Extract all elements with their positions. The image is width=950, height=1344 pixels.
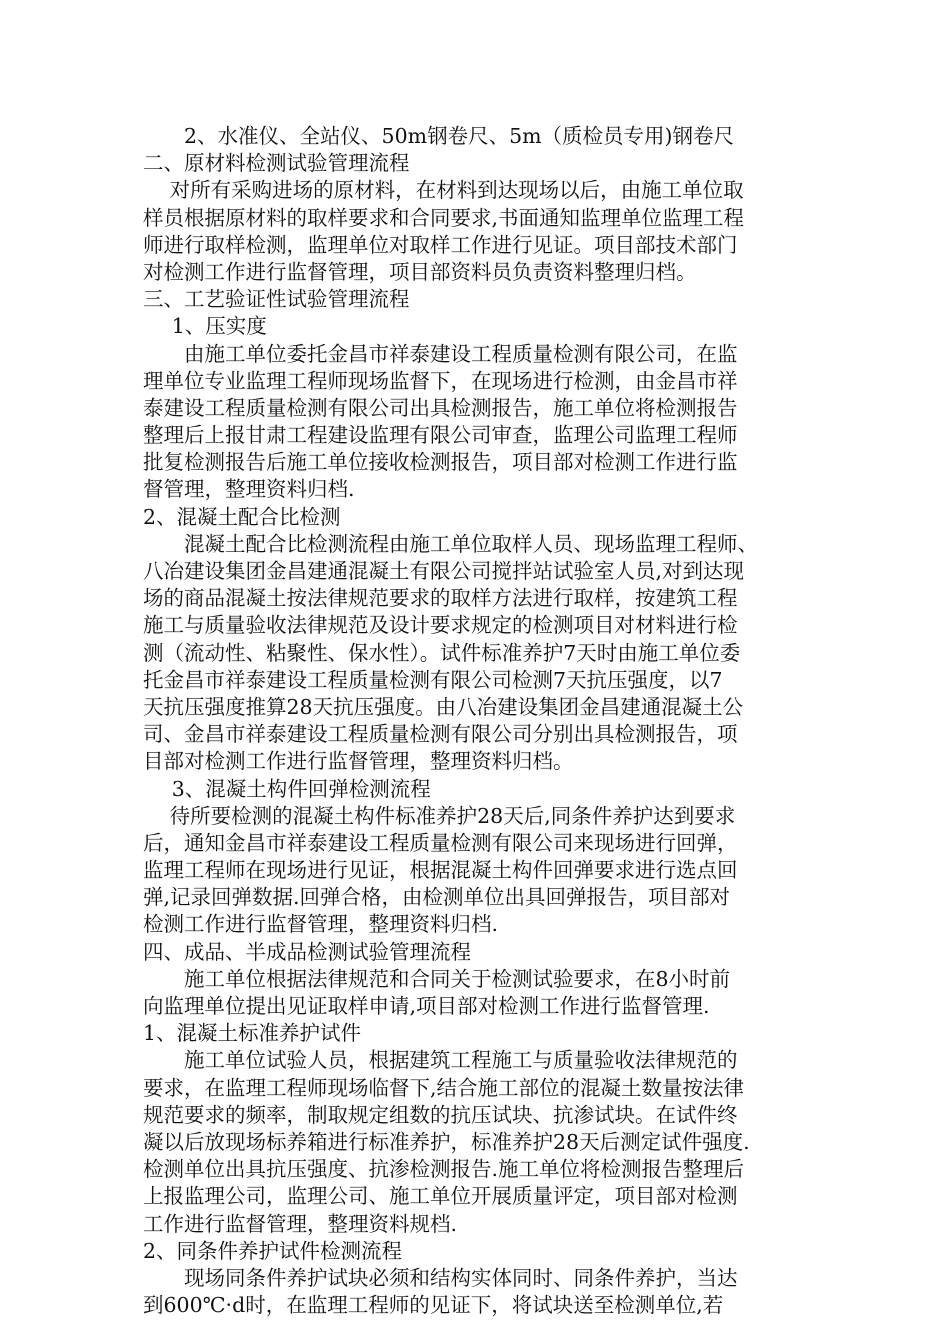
- paragraph-line: 理单位专业监理工程师现场监督下，在现场进行检测，由金昌市祥: [143, 368, 738, 393]
- paragraph-line: 弹,记录回弹数据.回弹合格，由检测单位出具回弹报告，项目部对: [143, 885, 731, 910]
- section-heading-4: 四、成品、半成品检测试验管理流程: [143, 939, 471, 964]
- paragraph-line: 八冶建设集团金昌建通混凝土有限公司搅拌站试验室人员,对到达现: [143, 559, 745, 583]
- paragraph-line: 后，通知金昌市祥泰建设工程质量检测有限公司来现场进行回弹，: [143, 830, 738, 855]
- paragraph-line: 师进行取样检测，监理单位对取样工作进行见证。项目部技术部门: [143, 232, 738, 257]
- paragraph-line: 样员根据原材料的取样要求和合同要求,书面通知监理单位监理工程: [143, 205, 745, 230]
- paragraph-line: 施工与质量验收法律规范及设计要求规定的检测项目对材料进行检: [143, 613, 738, 638]
- paragraph-line: 混凝土配合比检测流程由施工单位取样人员、现场监理工程师、: [184, 531, 758, 556]
- document-page: [143, 123, 807, 1319]
- paragraph-line: 由施工单位委托金昌市祥泰建设工程质量检测有限公司，在监: [184, 341, 738, 366]
- paragraph-line: 到600℃·d时，在监理工程师的见证下，将试块送至检测单位,若: [143, 1293, 724, 1318]
- paragraph-line: 测（流动性、粘聚性、保水性）。试件标准养护7天时由施工单位委: [143, 640, 741, 665]
- subheading-same-condition: 2、同条件养护试件检测流程: [143, 1238, 403, 1263]
- paragraph-line: 上报监理公司，监理公司、施工单位开展质量评定，项目部对检测: [143, 1184, 738, 1209]
- paragraph-line: 向监理单位提出见证取样申请,项目部对检测工作进行监督管理.: [143, 994, 710, 1018]
- paragraph-line: 规范要求的频率，制取规定组数的抗压试块、抗渗试块。在试件终: [143, 1102, 738, 1127]
- paragraph-line: 要求，在监理工程师现场临督下,结合施工部位的混凝土数量按法律: [143, 1075, 745, 1100]
- paragraph-line: 检测工作进行监督管理，整理资料归档.: [143, 912, 499, 937]
- paragraph-line: 现场同条件养护试块必须和结构实体同时、同条件养护，当达: [184, 1265, 738, 1290]
- paragraph-line: 督管理，整理资料归档.: [143, 477, 355, 502]
- subheading-mix-ratio: 2、混凝土配合比检测: [143, 504, 341, 529]
- paragraph-line: 对所有采购进场的原材料，在材料到达现场以后，由施工单位取: [169, 178, 744, 203]
- paragraph-line: 司、金昌市祥泰建设工程质量检测有限公司分别出具检测报告，项: [143, 722, 738, 747]
- section-heading-2: 二、原材料检测试验管理流程: [143, 151, 410, 176]
- equipment-item-2: 2、水准仪、全站仪、50m钢卷尺、5m（质检员专用)钢卷尺: [184, 124, 735, 148]
- paragraph-line: 托金昌市祥泰建设工程质量检测有限公司检测7天抗压强度，以7: [143, 667, 723, 692]
- paragraph-line: 批复检测报告后施工单位接收检测报告，项目部对检测工作进行监: [143, 450, 738, 475]
- paragraph-line: 待所要检测的混凝土构件标准养护28天后,同条件养护达到要求: [169, 803, 736, 828]
- paragraph-line: 场的商品混凝土按法律规范要求的取样方法进行取样，按建筑工程: [143, 586, 738, 611]
- paragraph-line: 凝以后放现场标养箱进行标准养护，标准养护28天后测定试件强度.: [143, 1129, 750, 1154]
- subheading-rebound: 3、混凝土构件回弹检测流程: [171, 776, 431, 801]
- paragraph-line: 施工单位试验人员，根据建筑工程施工与质量验收法律规范的: [184, 1048, 738, 1073]
- paragraph-line: 检测单位出具抗压强度、抗渗检测报告.施工单位将检测报告整理后: [143, 1157, 745, 1182]
- paragraph-line: 泰建设工程质量检测有限公司出具检测报告，施工单位将检测报告: [143, 395, 738, 420]
- paragraph-line: 目部对检测工作进行监督管理，整理资料归档。: [143, 749, 574, 774]
- subheading-standard-curing: 1、混凝土标准养护试件: [143, 1021, 362, 1046]
- section-heading-3: 三、工艺验证性试验管理流程: [143, 287, 410, 312]
- paragraph-line: 施工单位根据法律规范和合同关于检测试验要求，在8小时前: [184, 966, 731, 991]
- paragraph-line: 工作进行监督管理，整理资料规档.: [143, 1211, 458, 1236]
- paragraph-line: 对检测工作进行监督管理，项目部资料员负责资料整理归档。: [143, 259, 697, 284]
- paragraph-line: 监理工程师在现场进行见证，根据混凝土构件回弹要求进行选点回: [143, 858, 738, 883]
- paragraph-line: 整理后上报甘肃工程建设监理有限公司审查，监理公司监理工程师: [143, 423, 738, 448]
- paragraph-line: 天抗压强度推算28天抗压强度。由八冶建设集团金昌建通混凝土公: [143, 694, 744, 719]
- subheading-compaction: 1、压实度: [171, 314, 267, 339]
